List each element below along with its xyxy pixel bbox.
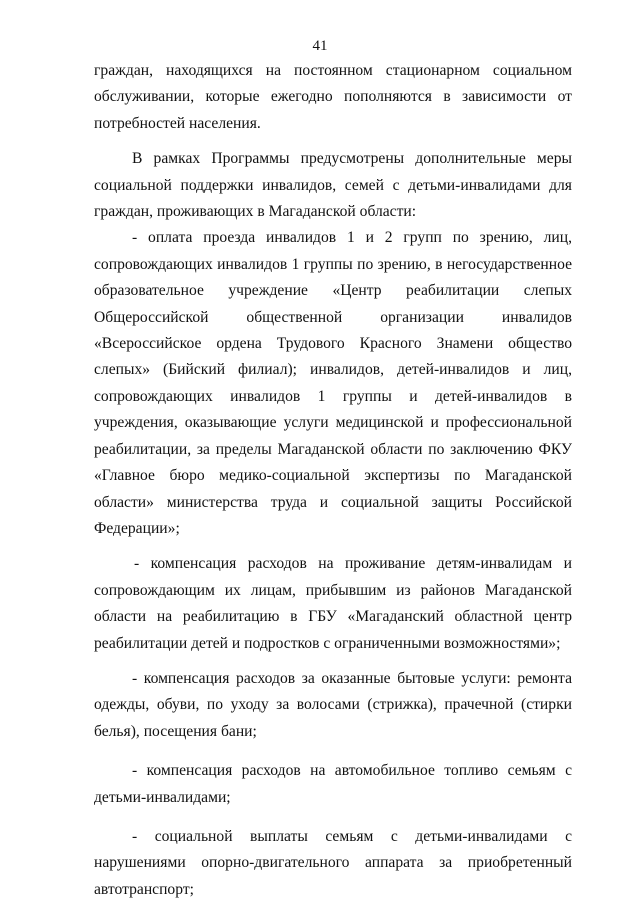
page-number: 41 bbox=[312, 38, 328, 54]
paragraph-continuation: граждан, находящихся на постоянном стационарном социальном обслуживании, которые ежегодно пополняются в зависимости от потребностей населения. bbox=[94, 62, 572, 132]
list-item-household-services: - компенсация расходов за оказанные бытовые услуги: ремонта одежды, обуви, по уходу за волосами (стрижка), прачечной (стирки белья), посещения бани; bbox=[94, 669, 572, 740]
list-item-fuel-compensation: - компенсация расходов на автомобильное топливо семьям с детьми-инвалидами; bbox=[94, 762, 572, 806]
list-item-vehicle-payment: - социальной выплаты семьям с детьми-инвалидами с нарушениями опорно-двигательного аппарата за приобретенный автотранспорт; bbox=[94, 827, 572, 898]
document-body bbox=[94, 58, 572, 903]
paragraph-program-measures: В рамках Программы предусмотрены дополнительные меры социальной поддержки инвалидов, семей с детьми-инвалидами для граждан, проживающих в Магаданской области: bbox=[94, 150, 572, 221]
list-item-accommodation-compensation: - компенсация расходов на проживание детям-инвалидам и сопровождающим их лицам, прибывшим из районов Магаданской области на реабилитацию в ГБУ «Магаданский областной центр реабилитации детей и подростков с ограниченными возможностями»; bbox=[94, 555, 572, 652]
list-item-travel-payment: - оплата проезда инвалидов 1 и 2 групп по зрению, лиц, сопровождающих инвалидов 1 группы по зрению, в негосударственное образовательное учреждение «Центр реабилитации слепых Общероссийской общественной организации инвалидов «Всероссийское ордена Трудового Красного Знамени общество слепых» (Бийский филиал); инвалидов, детей-инвалидов и лиц, сопровождающих инвалидов 1 группы и детей-инвалидов в учреждения, оказывающие услуги медицинской и профессиональной реабилитации, за пределы Магаданской области по заключению ФКУ «Главное бюро медико-социальной экспертизы по Магаданской области» министерства труда и социальной защиты Российской Федерации»; bbox=[94, 229, 572, 537]
